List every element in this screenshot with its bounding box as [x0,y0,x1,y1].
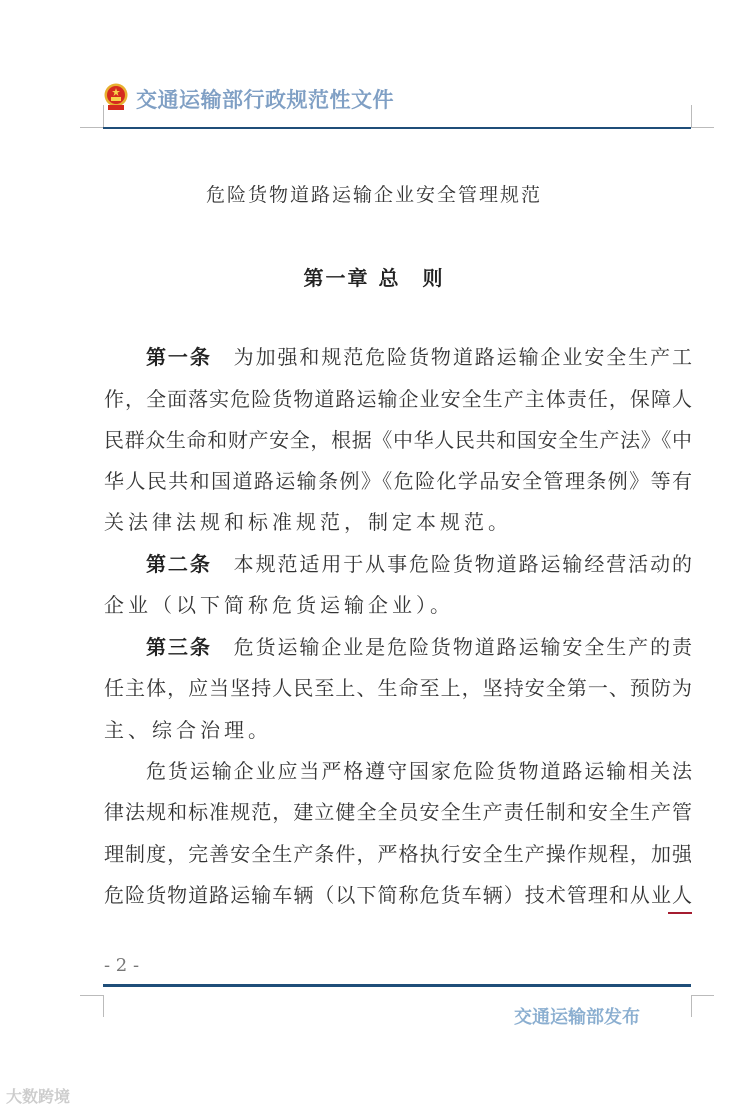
body-line [104,881,692,909]
crop-mark [103,995,104,1017]
line-text: 危险货物道路运输车辆（以下简称危货车辆）技术管理和从业人 [104,883,692,907]
national-emblem-icon [103,83,129,112]
article-number: 第三条 [146,635,212,659]
line-text: 危货运输企业应当严格遵守国家危险货物道路运输相关法 [146,759,692,783]
crop-mark [80,995,103,996]
crop-mark [103,105,104,127]
publisher: 交通运输部发布 [514,1007,640,1028]
body-line [104,385,692,413]
body-line [104,840,692,868]
line-text: 理制度，完善安全生产条件，严格执行安全生产操作规程，加强 [104,842,692,866]
line-text: 本规范适用于从事危险货物道路运输经营活动的 [233,552,693,576]
body-line [104,716,272,744]
header-rule [103,127,691,129]
body-line [146,343,692,371]
chapter-heading: 第一章 总 则 [303,266,445,290]
body-line [104,674,692,702]
body-line [146,633,692,661]
page-number: - 2 - [104,955,140,976]
body-line [104,591,454,619]
document-title: 危险货物道路运输企业安全管理规范 [205,184,542,206]
line-text: 企业（以下简称危货运输企业）。 [104,593,454,617]
line-text: 作，全面落实危险货物道路运输企业安全生产主体责任，保障人 [104,387,692,411]
spellcheck-underline [668,912,692,914]
body-line [104,798,692,826]
line-text: 任主体，应当坚持人民至上、生命至上，坚持安全第一、预防为 [104,676,692,700]
watermark: 大数跨境 [6,1087,71,1106]
crop-mark [691,995,692,1017]
crop-mark [691,105,692,127]
body-line [104,467,692,495]
line-text: 主、综合治理。 [104,718,272,742]
header-title: 交通运输部行政规范性文件 [136,87,394,112]
article-number: 第一条 [146,345,212,369]
line-text: 为加强和规范危险货物道路运输企业安全生产工 [233,345,693,369]
body-line [146,757,692,785]
footer-rule [103,984,691,987]
line-text: 关法律法规和标准规范，制定本规范。 [104,510,512,534]
body-line [146,550,692,578]
crop-mark [80,127,103,128]
crop-mark [691,995,714,996]
article-number: 第二条 [146,552,212,576]
line-text: 危货运输企业是危险货物道路运输安全生产的责 [233,635,693,659]
line-text: 民群众生命和财产安全，根据《中华人民共和国安全生产法》《中 [104,428,692,452]
line-text: 华人民共和国道路运输条例》《危险化学品安全管理条例》等有 [104,469,692,493]
body-line [104,508,512,536]
line-text: 律法规和标准规范，建立健全全员安全生产责任制和安全生产管 [104,800,692,824]
crop-mark [691,127,714,128]
body-line [104,426,692,454]
